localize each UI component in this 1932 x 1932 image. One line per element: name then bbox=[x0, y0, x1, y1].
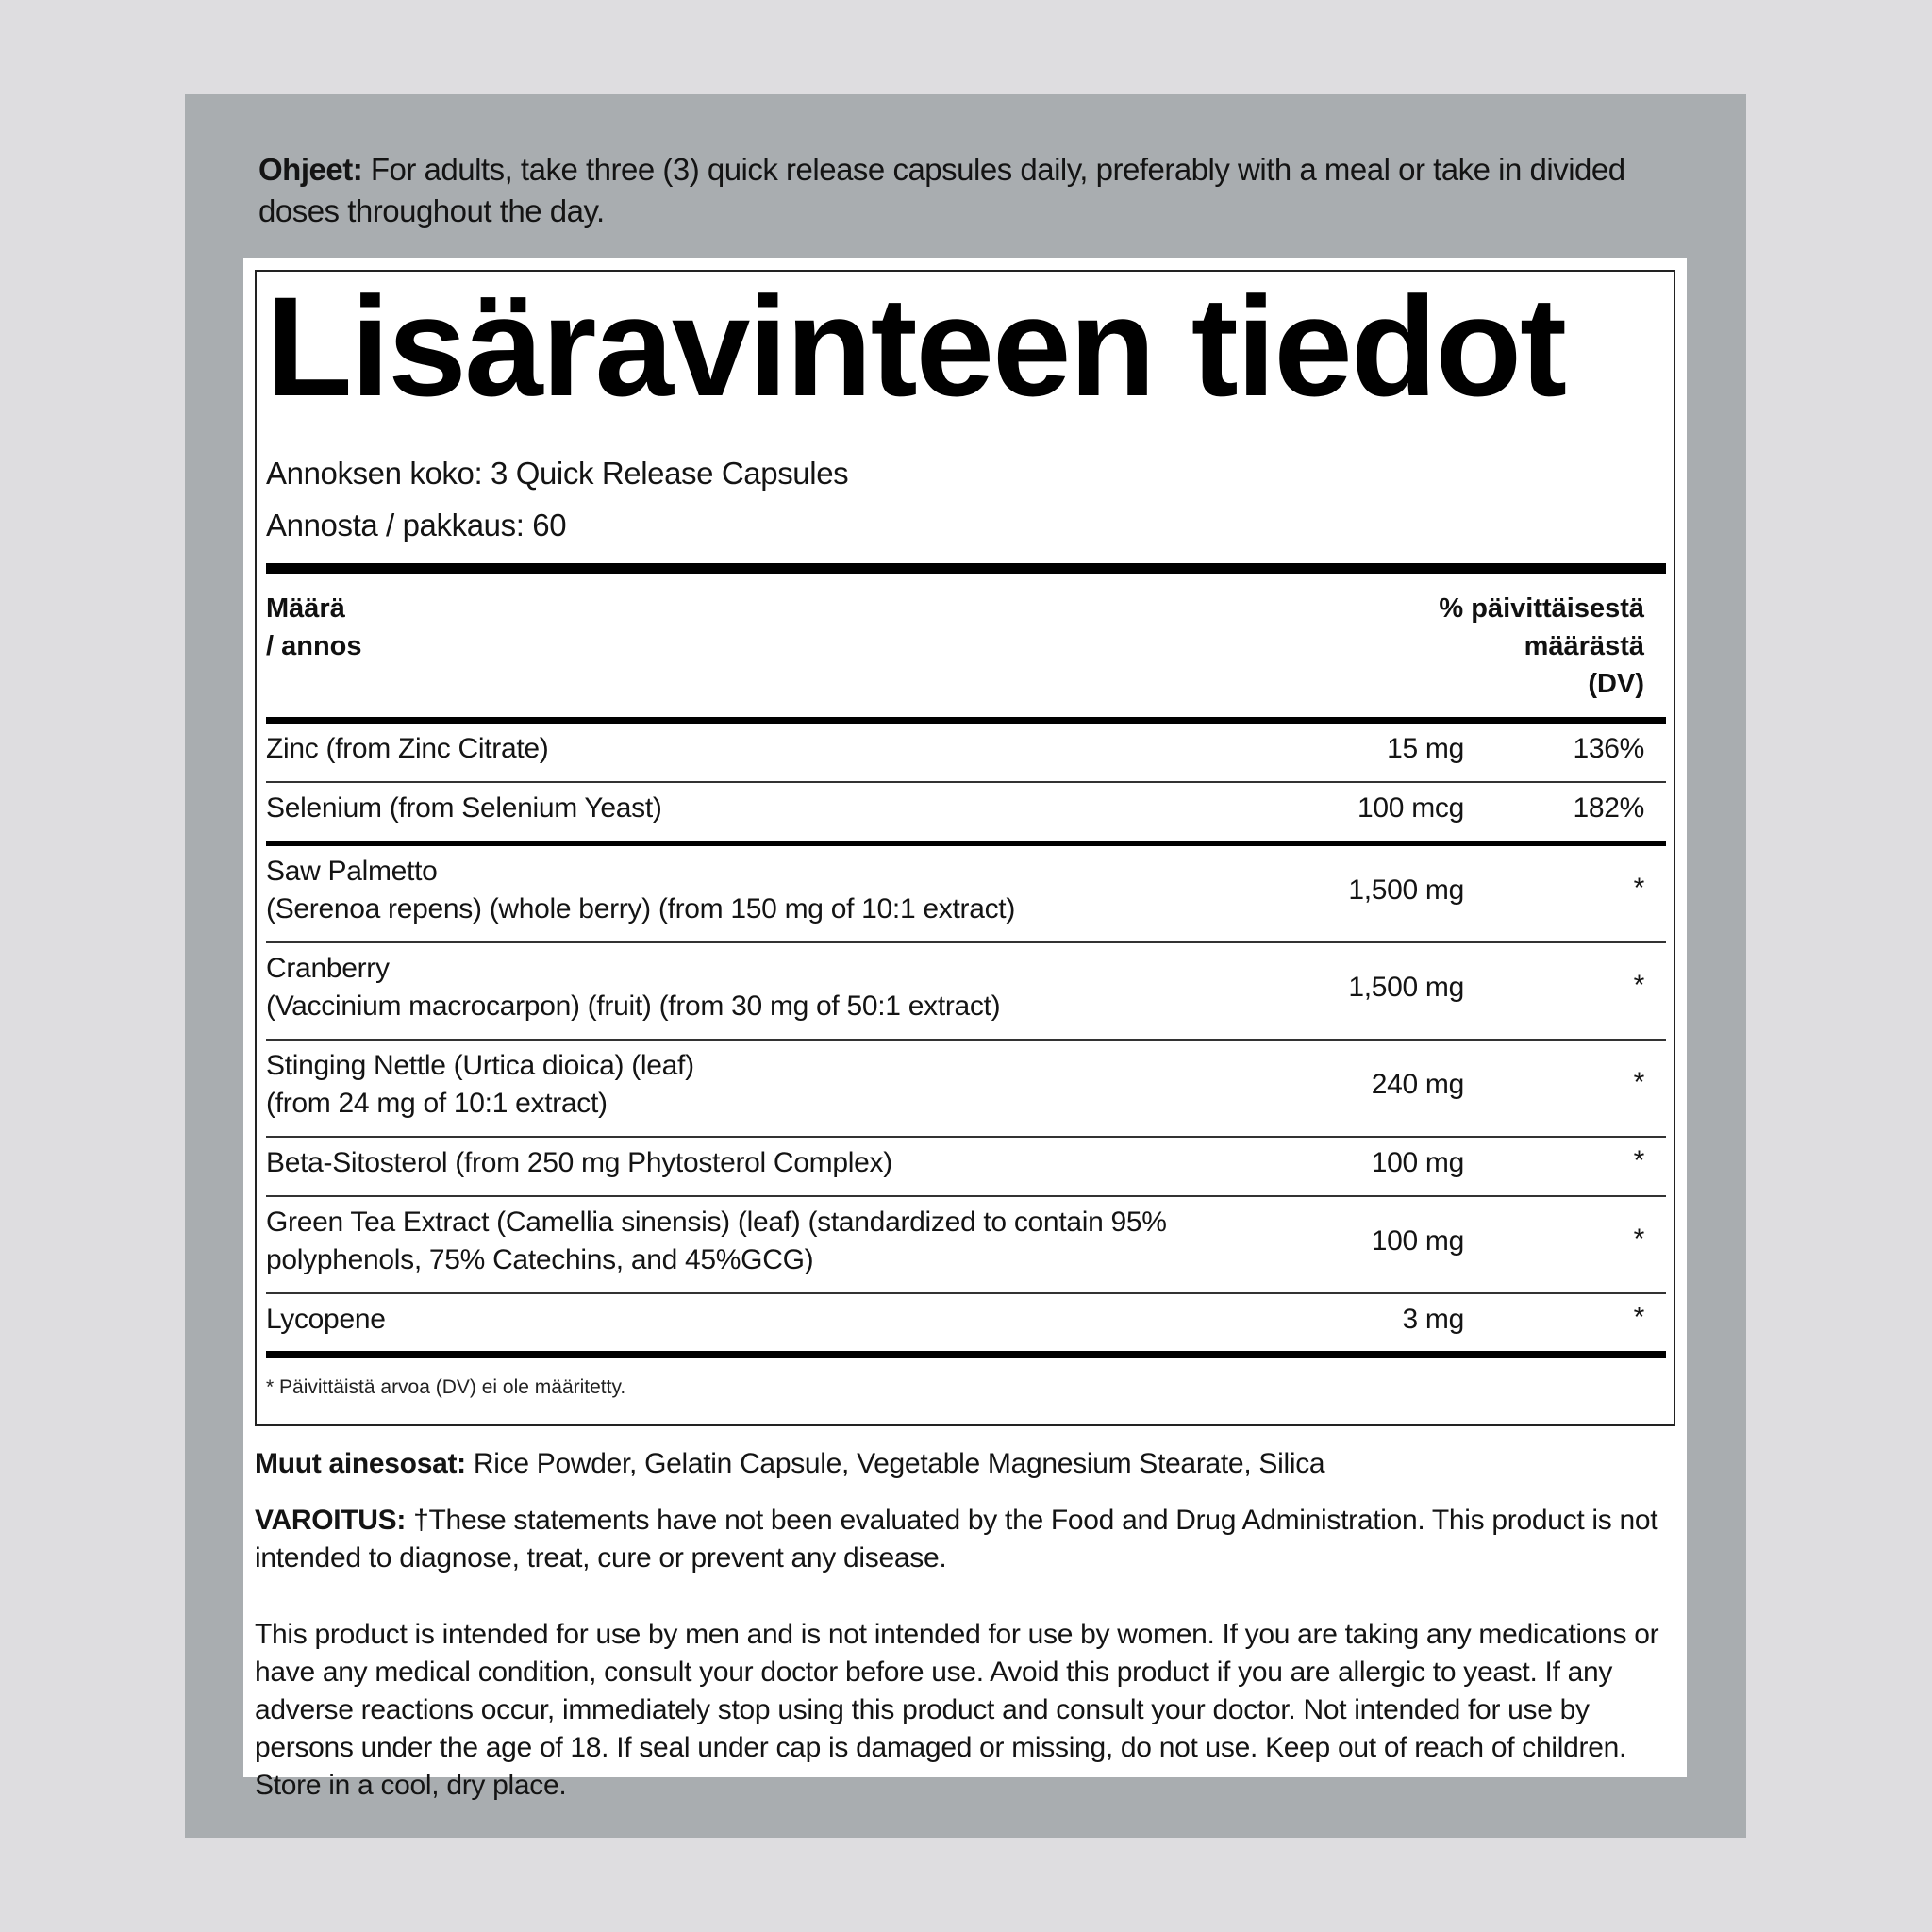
ingredient-dv: * bbox=[1633, 873, 1644, 904]
ingredient-amount: 100 mg bbox=[1371, 1147, 1464, 1178]
other-ingredients bbox=[255, 1445, 1670, 1483]
nutrient-amount: 15 mg bbox=[1387, 733, 1464, 764]
ingredient-name: Cranberry bbox=[266, 953, 390, 984]
ingredient-detail: (from 24 mg of 10:1 extract) bbox=[266, 1088, 608, 1119]
ingredient-dv: * bbox=[1633, 1302, 1644, 1333]
amount-per-serving-header bbox=[266, 590, 362, 665]
dv-header-line1: % päivittäisestä bbox=[1439, 593, 1644, 624]
ingredient-name: Beta-Sitosterol (from 250 mg Phytosterol Complex) bbox=[266, 1147, 892, 1178]
nutrient-name: Zinc (from Zinc Citrate) bbox=[266, 733, 549, 764]
servings-per-container: Annosta / pakkaus: 60 bbox=[266, 508, 567, 542]
nutrient-dv: 182% bbox=[1573, 792, 1644, 824]
ingredient-amount: 3 mg bbox=[1402, 1304, 1464, 1335]
dv-header-line2: määrästä bbox=[1524, 631, 1644, 661]
warning-statement bbox=[255, 1502, 1670, 1577]
warning-text: †These statements have not been evaluated by the Food and Drug Administration. This product is not intended to diagnose, treat, cure or prevent any disease. bbox=[255, 1505, 1658, 1574]
ingredient-dv: * bbox=[1633, 1224, 1644, 1255]
amount-header-line1: Määrä bbox=[266, 593, 345, 624]
warning-label: VAROITUS: bbox=[255, 1505, 407, 1536]
nutrient-name: Selenium (from Selenium Yeast) bbox=[266, 792, 662, 824]
medium-divider bbox=[266, 717, 1666, 724]
ingredient-dv: * bbox=[1633, 1145, 1644, 1176]
amount-header-line2: / annos bbox=[266, 631, 362, 661]
ingredient-detail: (Serenoa repens) (whole berry) (from 150 mg of 10:1 extract) bbox=[266, 893, 1016, 924]
directions-text bbox=[258, 149, 1655, 232]
row-divider bbox=[266, 1136, 1666, 1138]
ingredient-name: Saw Palmetto bbox=[266, 856, 438, 887]
nutrient-amount: 100 mcg bbox=[1357, 792, 1464, 824]
other-ingredients-text: Rice Powder, Gelatin Capsule, Vegetable Magnesium Stearate, Silica bbox=[465, 1448, 1325, 1479]
daily-value-header bbox=[1439, 590, 1644, 703]
ingredient-name: Green Tea Extract (Camellia sinensis) (leaf) (standardized to contain 95% bbox=[266, 1207, 1167, 1238]
ingredient-amount: 1,500 mg bbox=[1348, 874, 1464, 906]
ingredient-detail: polyphenols, 75% Catechins, and 45%GCG) bbox=[266, 1244, 814, 1275]
dv-header-line3: (DV) bbox=[1588, 669, 1644, 699]
row-divider bbox=[266, 781, 1666, 783]
ingredient-amount: 1,500 mg bbox=[1348, 972, 1464, 1003]
other-ingredients-label: Muut ainesosat: bbox=[255, 1448, 466, 1479]
ingredient-amount: 100 mg bbox=[1371, 1225, 1464, 1257]
ingredient-dv: * bbox=[1633, 1067, 1644, 1098]
directions-body: For adults, take three (3) quick release capsules daily, preferably with a meal or take in divided doses throughout the day. bbox=[258, 152, 1625, 228]
ingredient-name: Lycopene bbox=[266, 1304, 386, 1335]
bottom-divider bbox=[266, 1351, 1666, 1358]
ingredient-detail: (Vaccinium macrocarpon) (fruit) (from 30 mg of 50:1 extract) bbox=[266, 991, 1001, 1022]
thick-divider bbox=[266, 563, 1666, 574]
ingredient-name: Stinging Nettle (Urtica dioica) (leaf) bbox=[266, 1050, 694, 1081]
ingredient-dv: * bbox=[1633, 970, 1644, 1001]
section-divider bbox=[266, 841, 1666, 846]
facts-title: Lisäravinteen tiedot bbox=[266, 267, 1566, 425]
row-divider bbox=[266, 1039, 1666, 1041]
usage-warning: This product is intended for use by men and is not intended for use by women. If you are taking any medications or have any medical condition, consult your doctor before use. Avoid this product if you are allergic to yeast. If any adverse reactions occur, immediately stop using this product and consult your doctor. Not intended for use by persons under the age of 18. If seal under cap is damaged or missing, do not use. Keep out of reach of children. Store in a cool, dry place. bbox=[255, 1619, 1659, 1801]
ingredient-amount: 240 mg bbox=[1371, 1069, 1464, 1100]
row-divider bbox=[266, 941, 1666, 943]
nutrient-dv: 136% bbox=[1573, 733, 1644, 764]
serving-size: Annoksen koko: 3 Quick Release Capsules bbox=[266, 456, 849, 491]
dv-footnote: * Päivittäistä arvoa (DV) ei ole määritetty. bbox=[266, 1376, 626, 1398]
directions-label: Ohjeet: bbox=[258, 152, 363, 187]
row-divider bbox=[266, 1292, 1666, 1294]
row-divider bbox=[266, 1195, 1666, 1197]
